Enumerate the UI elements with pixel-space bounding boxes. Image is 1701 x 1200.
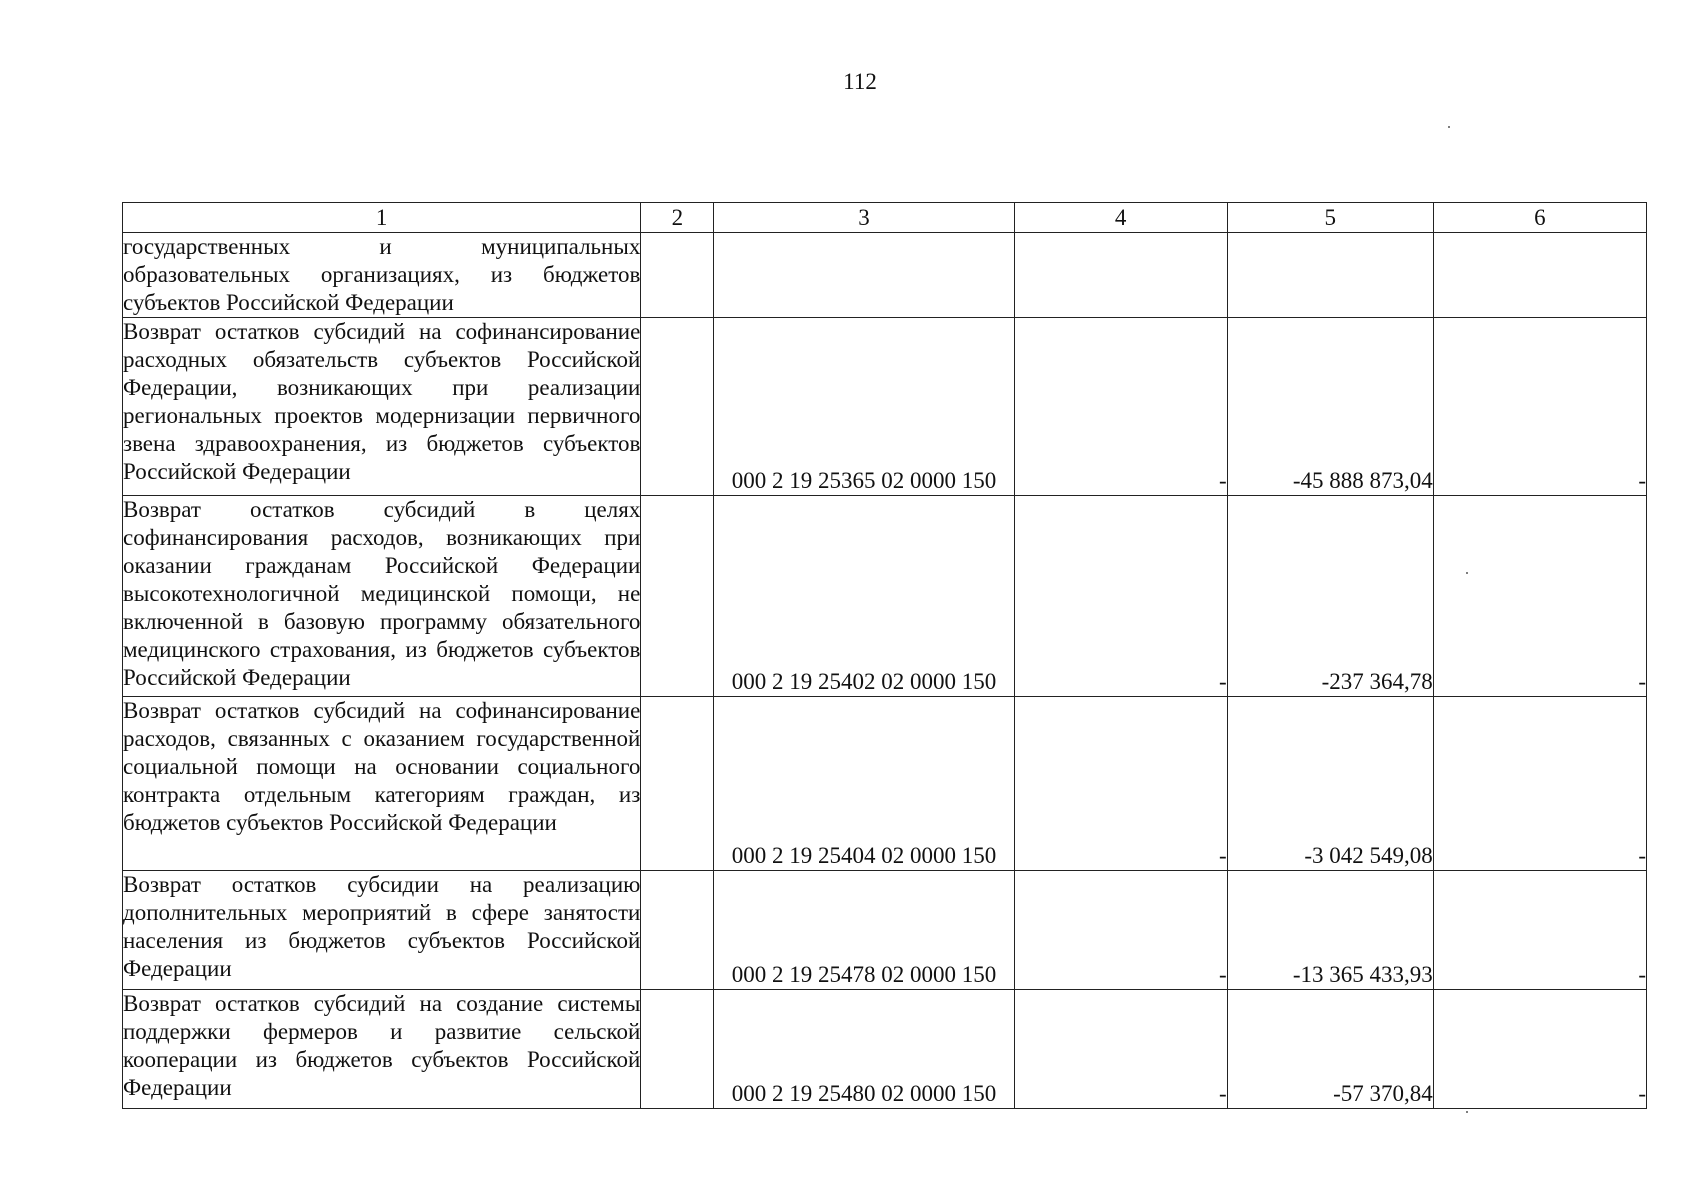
row-description: Возврат остатков субсидий на создание системы поддержки фермеров и развитие сельской кооперации из бюджетов субъектов Российской Федерации [123,990,641,1109]
table-row [123,871,1647,990]
row-col4: - [1014,697,1227,871]
column-header: 3 [714,203,1014,233]
row-col2 [641,697,714,871]
page-number: 112 [843,69,877,94]
budget-code: 000 2 19 25404 02 0000 150 [714,697,1014,871]
row-col4: - [1014,990,1227,1109]
table-row [123,496,1647,697]
row-col6 [1433,233,1646,318]
row-col6: - [1433,318,1646,496]
row-col4: - [1014,318,1227,496]
row-col6: - [1433,697,1646,871]
table-row [123,697,1647,871]
row-col6: - [1433,990,1646,1109]
row-col6: - [1433,496,1646,697]
row-description: Возврат остатков субсидий на софинансирование расходных обязательств субъектов Российской Федерации, возникающих при реализации региональных проектов модернизации первичного звена здравоохранения, из бюджетов субъектов Российской Федерации [123,318,641,496]
row-col2 [641,233,714,318]
row-description: Возврат остатков субсидии на реализацию дополнительных мероприятий в сфере занятости населения из бюджетов субъектов Российской Федерации [123,871,641,990]
budget-code: 000 2 19 25402 02 0000 150 [714,496,1014,697]
column-header: 2 [641,203,714,233]
row-amount: -3 042 549,08 [1227,697,1433,871]
table-row [123,233,1647,318]
row-description: государственных и муниципальных образовательных организациях, из бюджетов субъектов Российской Федерации [123,233,641,318]
column-header: 1 [123,203,641,233]
row-col4: - [1014,871,1227,990]
row-col6: - [1433,871,1646,990]
column-header: 4 [1014,203,1227,233]
row-description: Возврат остатков субсидий в целях софинансирования расходов, возникающих при оказании гражданам Российской Федерации высокотехнологичной медицинской помощи, не включенной в базовую программу обязательного медицинского страхования, из бюджетов субъектов Российской Федерации [123,496,641,697]
budget-table [122,202,1647,1109]
table-header-row [123,203,1647,233]
row-amount [1227,233,1433,318]
table-row [123,990,1647,1109]
row-amount: -13 365 433,93 [1227,871,1433,990]
column-header: 6 [1433,203,1646,233]
row-amount: -45 888 873,04 [1227,318,1433,496]
budget-code [714,233,1014,318]
row-col2 [641,496,714,697]
budget-code: 000 2 19 25365 02 0000 150 [714,318,1014,496]
scan-speck [1466,1111,1468,1113]
row-col2 [641,871,714,990]
row-description: Возврат остатков субсидий на софинансирование расходов, связанных с оказанием государственной социальной помощи на основании социального контракта отдельным категориям граждан, из бюджетов субъектов Российской Федерации [123,697,641,871]
row-col2 [641,990,714,1109]
row-col4: - [1014,496,1227,697]
table-row [123,318,1647,496]
column-header: 5 [1227,203,1433,233]
row-amount: -57 370,84 [1227,990,1433,1109]
scan-speck [1448,126,1450,128]
budget-code: 000 2 19 25480 02 0000 150 [714,990,1014,1109]
row-amount: -237 364,78 [1227,496,1433,697]
budget-code: 000 2 19 25478 02 0000 150 [714,871,1014,990]
row-col2 [641,318,714,496]
row-col4 [1014,233,1227,318]
